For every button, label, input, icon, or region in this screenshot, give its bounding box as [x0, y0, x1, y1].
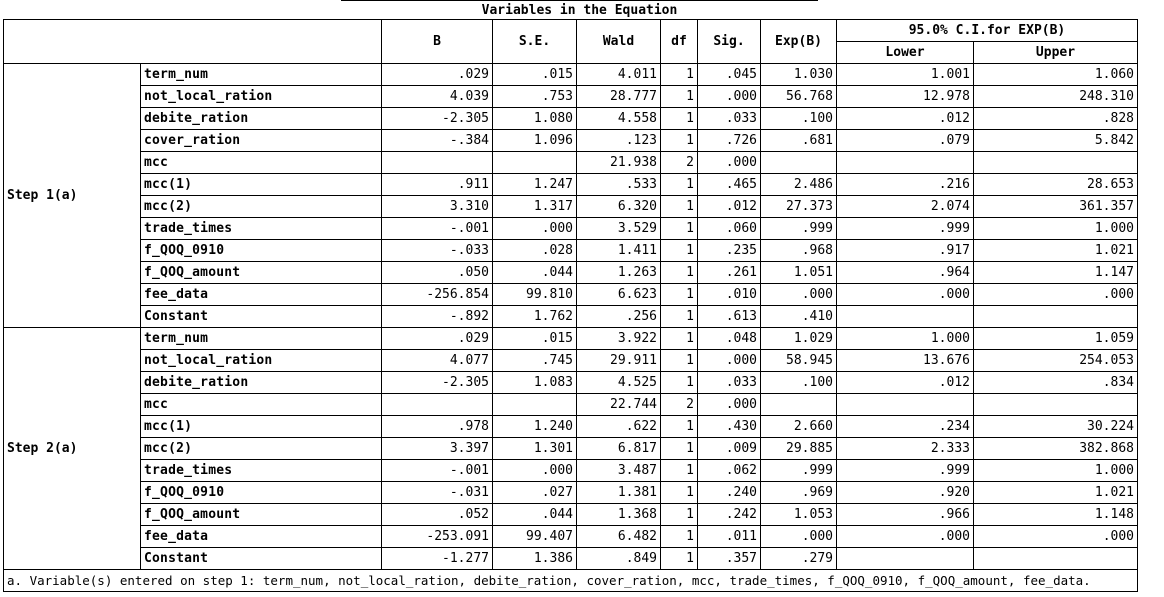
value-cell: .745 [493, 350, 577, 372]
value-cell: .000 [698, 86, 761, 108]
value-cell: 1 [661, 482, 698, 504]
table-row [4, 284, 1138, 306]
value-cell: 1 [661, 504, 698, 526]
value-cell: .000 [837, 284, 974, 306]
value-cell: .849 [577, 548, 661, 570]
variable-name: not_local_ration [141, 350, 382, 372]
table-row [4, 130, 1138, 152]
value-cell: 1.301 [493, 438, 577, 460]
value-cell: .828 [974, 108, 1138, 130]
value-cell: 3.529 [577, 218, 661, 240]
value-cell: 248.310 [974, 86, 1138, 108]
value-cell: .000 [761, 284, 837, 306]
value-cell: .410 [761, 306, 837, 328]
value-cell: 3.487 [577, 460, 661, 482]
value-cell: 1.381 [577, 482, 661, 504]
value-cell: 2.660 [761, 416, 837, 438]
value-cell: 1.148 [974, 504, 1138, 526]
table-row [4, 526, 1138, 548]
value-cell: 2.074 [837, 196, 974, 218]
step-label: Step 1(a) [4, 64, 141, 328]
value-cell: 1 [661, 548, 698, 570]
value-cell: 1.762 [493, 306, 577, 328]
value-cell [382, 394, 493, 416]
value-cell: 29.911 [577, 350, 661, 372]
value-cell: .000 [837, 526, 974, 548]
value-cell: 1 [661, 130, 698, 152]
value-cell: 4.077 [382, 350, 493, 372]
value-cell: .242 [698, 504, 761, 526]
value-cell: 1.368 [577, 504, 661, 526]
value-cell: 2 [661, 152, 698, 174]
value-cell [974, 394, 1138, 416]
value-cell: 1 [661, 306, 698, 328]
table-row [4, 394, 1138, 416]
value-cell: .911 [382, 174, 493, 196]
table-row [4, 350, 1138, 372]
value-cell [837, 152, 974, 174]
variable-name: f_QOQ_amount [141, 504, 382, 526]
variable-name: term_num [141, 64, 382, 86]
value-cell: .000 [974, 526, 1138, 548]
variable-name: fee_data [141, 526, 382, 548]
value-cell: 1 [661, 416, 698, 438]
value-cell: .234 [837, 416, 974, 438]
value-cell: .969 [761, 482, 837, 504]
value-cell: 1 [661, 526, 698, 548]
value-cell [837, 548, 974, 570]
value-cell: 1 [661, 372, 698, 394]
value-cell: .622 [577, 416, 661, 438]
value-cell [837, 306, 974, 328]
value-cell: 1 [661, 86, 698, 108]
step-label: Step 2(a) [4, 328, 141, 570]
value-cell: .000 [974, 284, 1138, 306]
value-cell: 29.885 [761, 438, 837, 460]
variable-name: mcc(1) [141, 174, 382, 196]
header-ci: 95.0% C.I.for EXP(B) [837, 20, 1138, 42]
variable-name: f_QOQ_amount [141, 262, 382, 284]
value-cell: 3.922 [577, 328, 661, 350]
variable-name: mcc(1) [141, 416, 382, 438]
value-cell: 2.333 [837, 438, 974, 460]
value-cell: 2.486 [761, 174, 837, 196]
value-cell: .060 [698, 218, 761, 240]
value-cell [761, 152, 837, 174]
value-cell: -256.854 [382, 284, 493, 306]
value-cell: 1.247 [493, 174, 577, 196]
value-cell: -.001 [382, 218, 493, 240]
table-row [4, 306, 1138, 328]
header-expb: Exp(B) [761, 20, 837, 64]
value-cell: .012 [837, 108, 974, 130]
value-cell: .834 [974, 372, 1138, 394]
value-cell: .533 [577, 174, 661, 196]
value-cell: 99.810 [493, 284, 577, 306]
value-cell: .726 [698, 130, 761, 152]
value-cell: -2.305 [382, 108, 493, 130]
value-cell: .000 [761, 526, 837, 548]
value-cell: 1.096 [493, 130, 577, 152]
value-cell: .000 [698, 152, 761, 174]
value-cell: -.001 [382, 460, 493, 482]
value-cell: .100 [761, 108, 837, 130]
value-cell: 6.482 [577, 526, 661, 548]
value-cell: .029 [382, 328, 493, 350]
table-row [4, 240, 1138, 262]
value-cell: .681 [761, 130, 837, 152]
variable-name: mcc [141, 152, 382, 174]
value-cell: .240 [698, 482, 761, 504]
value-cell: 1 [661, 196, 698, 218]
variable-name: mcc(2) [141, 438, 382, 460]
value-cell: 3.397 [382, 438, 493, 460]
value-cell: .048 [698, 328, 761, 350]
table-row [4, 174, 1138, 196]
value-cell: 1.001 [837, 64, 974, 86]
value-cell: 1.083 [493, 372, 577, 394]
value-cell: 58.945 [761, 350, 837, 372]
value-cell: 28.777 [577, 86, 661, 108]
value-cell: 382.868 [974, 438, 1138, 460]
value-cell: 6.623 [577, 284, 661, 306]
value-cell: 1.060 [974, 64, 1138, 86]
value-cell: .000 [698, 350, 761, 372]
header-wald: Wald [577, 20, 661, 64]
value-cell: 1 [661, 108, 698, 130]
value-cell: .964 [837, 262, 974, 284]
value-cell: 1 [661, 350, 698, 372]
value-cell: .966 [837, 504, 974, 526]
value-cell: 30.224 [974, 416, 1138, 438]
value-cell: 1.263 [577, 262, 661, 284]
value-cell: .052 [382, 504, 493, 526]
value-cell: -.384 [382, 130, 493, 152]
value-cell: 4.558 [577, 108, 661, 130]
value-cell: 4.039 [382, 86, 493, 108]
table-title: Variables in the Equation [341, 0, 818, 20]
value-cell: .920 [837, 482, 974, 504]
value-cell: -2.305 [382, 372, 493, 394]
value-cell: 4.011 [577, 64, 661, 86]
value-cell: .753 [493, 86, 577, 108]
value-cell: 6.320 [577, 196, 661, 218]
header-upper: Upper [974, 42, 1138, 64]
footnote: a. Variable(s) entered on step 1: term_num, not_local_ration, debite_ration, cover_ration, mcc, trade_times, f_QOQ_0910, f_QOQ_amount, fee_data. [4, 570, 1138, 592]
variable-name: Constant [141, 306, 382, 328]
variable-name: debite_ration [141, 108, 382, 130]
variable-name: f_QOQ_0910 [141, 482, 382, 504]
table-row [4, 460, 1138, 482]
value-cell [974, 152, 1138, 174]
variable-name: Constant [141, 548, 382, 570]
table-row [4, 64, 1138, 86]
table-row [4, 328, 1138, 350]
value-cell: .999 [761, 460, 837, 482]
header-lower: Lower [837, 42, 974, 64]
value-cell: .033 [698, 372, 761, 394]
value-cell: 1.000 [974, 218, 1138, 240]
value-cell: 1.059 [974, 328, 1138, 350]
value-cell [974, 548, 1138, 570]
value-cell: 28.653 [974, 174, 1138, 196]
value-cell: .465 [698, 174, 761, 196]
value-cell: -.033 [382, 240, 493, 262]
value-cell: 13.676 [837, 350, 974, 372]
value-cell: 1 [661, 460, 698, 482]
value-cell: .029 [382, 64, 493, 86]
value-cell: 2 [661, 394, 698, 416]
value-cell: 5.842 [974, 130, 1138, 152]
table-row [4, 262, 1138, 284]
header-se: S.E. [493, 20, 577, 64]
variable-name: trade_times [141, 460, 382, 482]
value-cell: 1.080 [493, 108, 577, 130]
header-b: B [382, 20, 493, 64]
value-cell: 6.817 [577, 438, 661, 460]
value-cell: .012 [698, 196, 761, 218]
value-cell: 1 [661, 174, 698, 196]
value-cell [974, 306, 1138, 328]
value-cell: .000 [698, 394, 761, 416]
value-cell [493, 152, 577, 174]
value-cell: .279 [761, 548, 837, 570]
value-cell: .015 [493, 328, 577, 350]
value-cell: 1.317 [493, 196, 577, 218]
value-cell: 56.768 [761, 86, 837, 108]
value-cell: 1.411 [577, 240, 661, 262]
value-cell: 1 [661, 284, 698, 306]
value-cell: .009 [698, 438, 761, 460]
value-cell: .430 [698, 416, 761, 438]
value-cell: -.031 [382, 482, 493, 504]
variable-name: cover_ration [141, 130, 382, 152]
value-cell: 1 [661, 438, 698, 460]
value-cell: .015 [493, 64, 577, 86]
table-body [4, 64, 1138, 570]
value-cell: .050 [382, 262, 493, 284]
value-cell [493, 394, 577, 416]
value-cell: .999 [837, 460, 974, 482]
value-cell: 361.357 [974, 196, 1138, 218]
value-cell: .235 [698, 240, 761, 262]
variable-name: mcc [141, 394, 382, 416]
variable-name: fee_data [141, 284, 382, 306]
value-cell: 27.373 [761, 196, 837, 218]
value-cell: .027 [493, 482, 577, 504]
value-cell: .978 [382, 416, 493, 438]
value-cell: .062 [698, 460, 761, 482]
value-cell: 1.030 [761, 64, 837, 86]
value-cell: .917 [837, 240, 974, 262]
value-cell: 1.147 [974, 262, 1138, 284]
value-cell: 1.021 [974, 482, 1138, 504]
table-row [4, 482, 1138, 504]
value-cell: 21.938 [577, 152, 661, 174]
variables-table [3, 19, 1138, 592]
value-cell: 254.053 [974, 350, 1138, 372]
table-row [4, 372, 1138, 394]
value-cell [761, 394, 837, 416]
header-df: df [661, 20, 698, 64]
value-cell: -253.091 [382, 526, 493, 548]
value-cell: 1.051 [761, 262, 837, 284]
value-cell: 1 [661, 262, 698, 284]
table-row [4, 416, 1138, 438]
value-cell: .123 [577, 130, 661, 152]
value-cell: 1 [661, 64, 698, 86]
value-cell: .261 [698, 262, 761, 284]
value-cell: .357 [698, 548, 761, 570]
value-cell: .028 [493, 240, 577, 262]
value-cell: .968 [761, 240, 837, 262]
table-row [4, 438, 1138, 460]
value-cell: .079 [837, 130, 974, 152]
table-row [4, 218, 1138, 240]
variable-name: not_local_ration [141, 86, 382, 108]
header-sig: Sig. [698, 20, 761, 64]
value-cell: .100 [761, 372, 837, 394]
value-cell: .012 [837, 372, 974, 394]
value-cell: 1.053 [761, 504, 837, 526]
value-cell: 1.240 [493, 416, 577, 438]
table-row [4, 152, 1138, 174]
variable-name: debite_ration [141, 372, 382, 394]
value-cell: .011 [698, 526, 761, 548]
table-row [4, 86, 1138, 108]
value-cell: .033 [698, 108, 761, 130]
value-cell: 3.310 [382, 196, 493, 218]
value-cell: 1 [661, 218, 698, 240]
value-cell: 1.029 [761, 328, 837, 350]
value-cell: 1.386 [493, 548, 577, 570]
value-cell: .045 [698, 64, 761, 86]
value-cell: -1.277 [382, 548, 493, 570]
value-cell: 1 [661, 240, 698, 262]
variable-name: term_num [141, 328, 382, 350]
value-cell: .010 [698, 284, 761, 306]
value-cell: .044 [493, 504, 577, 526]
value-cell: 4.525 [577, 372, 661, 394]
variable-name: f_QOQ_0910 [141, 240, 382, 262]
value-cell: .256 [577, 306, 661, 328]
value-cell: 1.021 [974, 240, 1138, 262]
value-cell: .999 [837, 218, 974, 240]
variable-name: trade_times [141, 218, 382, 240]
table-row [4, 548, 1138, 570]
value-cell: .044 [493, 262, 577, 284]
value-cell: 1 [661, 328, 698, 350]
value-cell: 12.978 [837, 86, 974, 108]
table-row [4, 504, 1138, 526]
value-cell: .216 [837, 174, 974, 196]
value-cell: 1.000 [837, 328, 974, 350]
value-cell [382, 152, 493, 174]
value-cell: .613 [698, 306, 761, 328]
value-cell [837, 394, 974, 416]
value-cell: .999 [761, 218, 837, 240]
variable-name: mcc(2) [141, 196, 382, 218]
value-cell: 1.000 [974, 460, 1138, 482]
value-cell: 99.407 [493, 526, 577, 548]
value-cell: -.892 [382, 306, 493, 328]
value-cell: 22.744 [577, 394, 661, 416]
table-row [4, 196, 1138, 218]
value-cell: .000 [493, 218, 577, 240]
table-row [4, 108, 1138, 130]
value-cell: .000 [493, 460, 577, 482]
header-blank [4, 20, 382, 64]
